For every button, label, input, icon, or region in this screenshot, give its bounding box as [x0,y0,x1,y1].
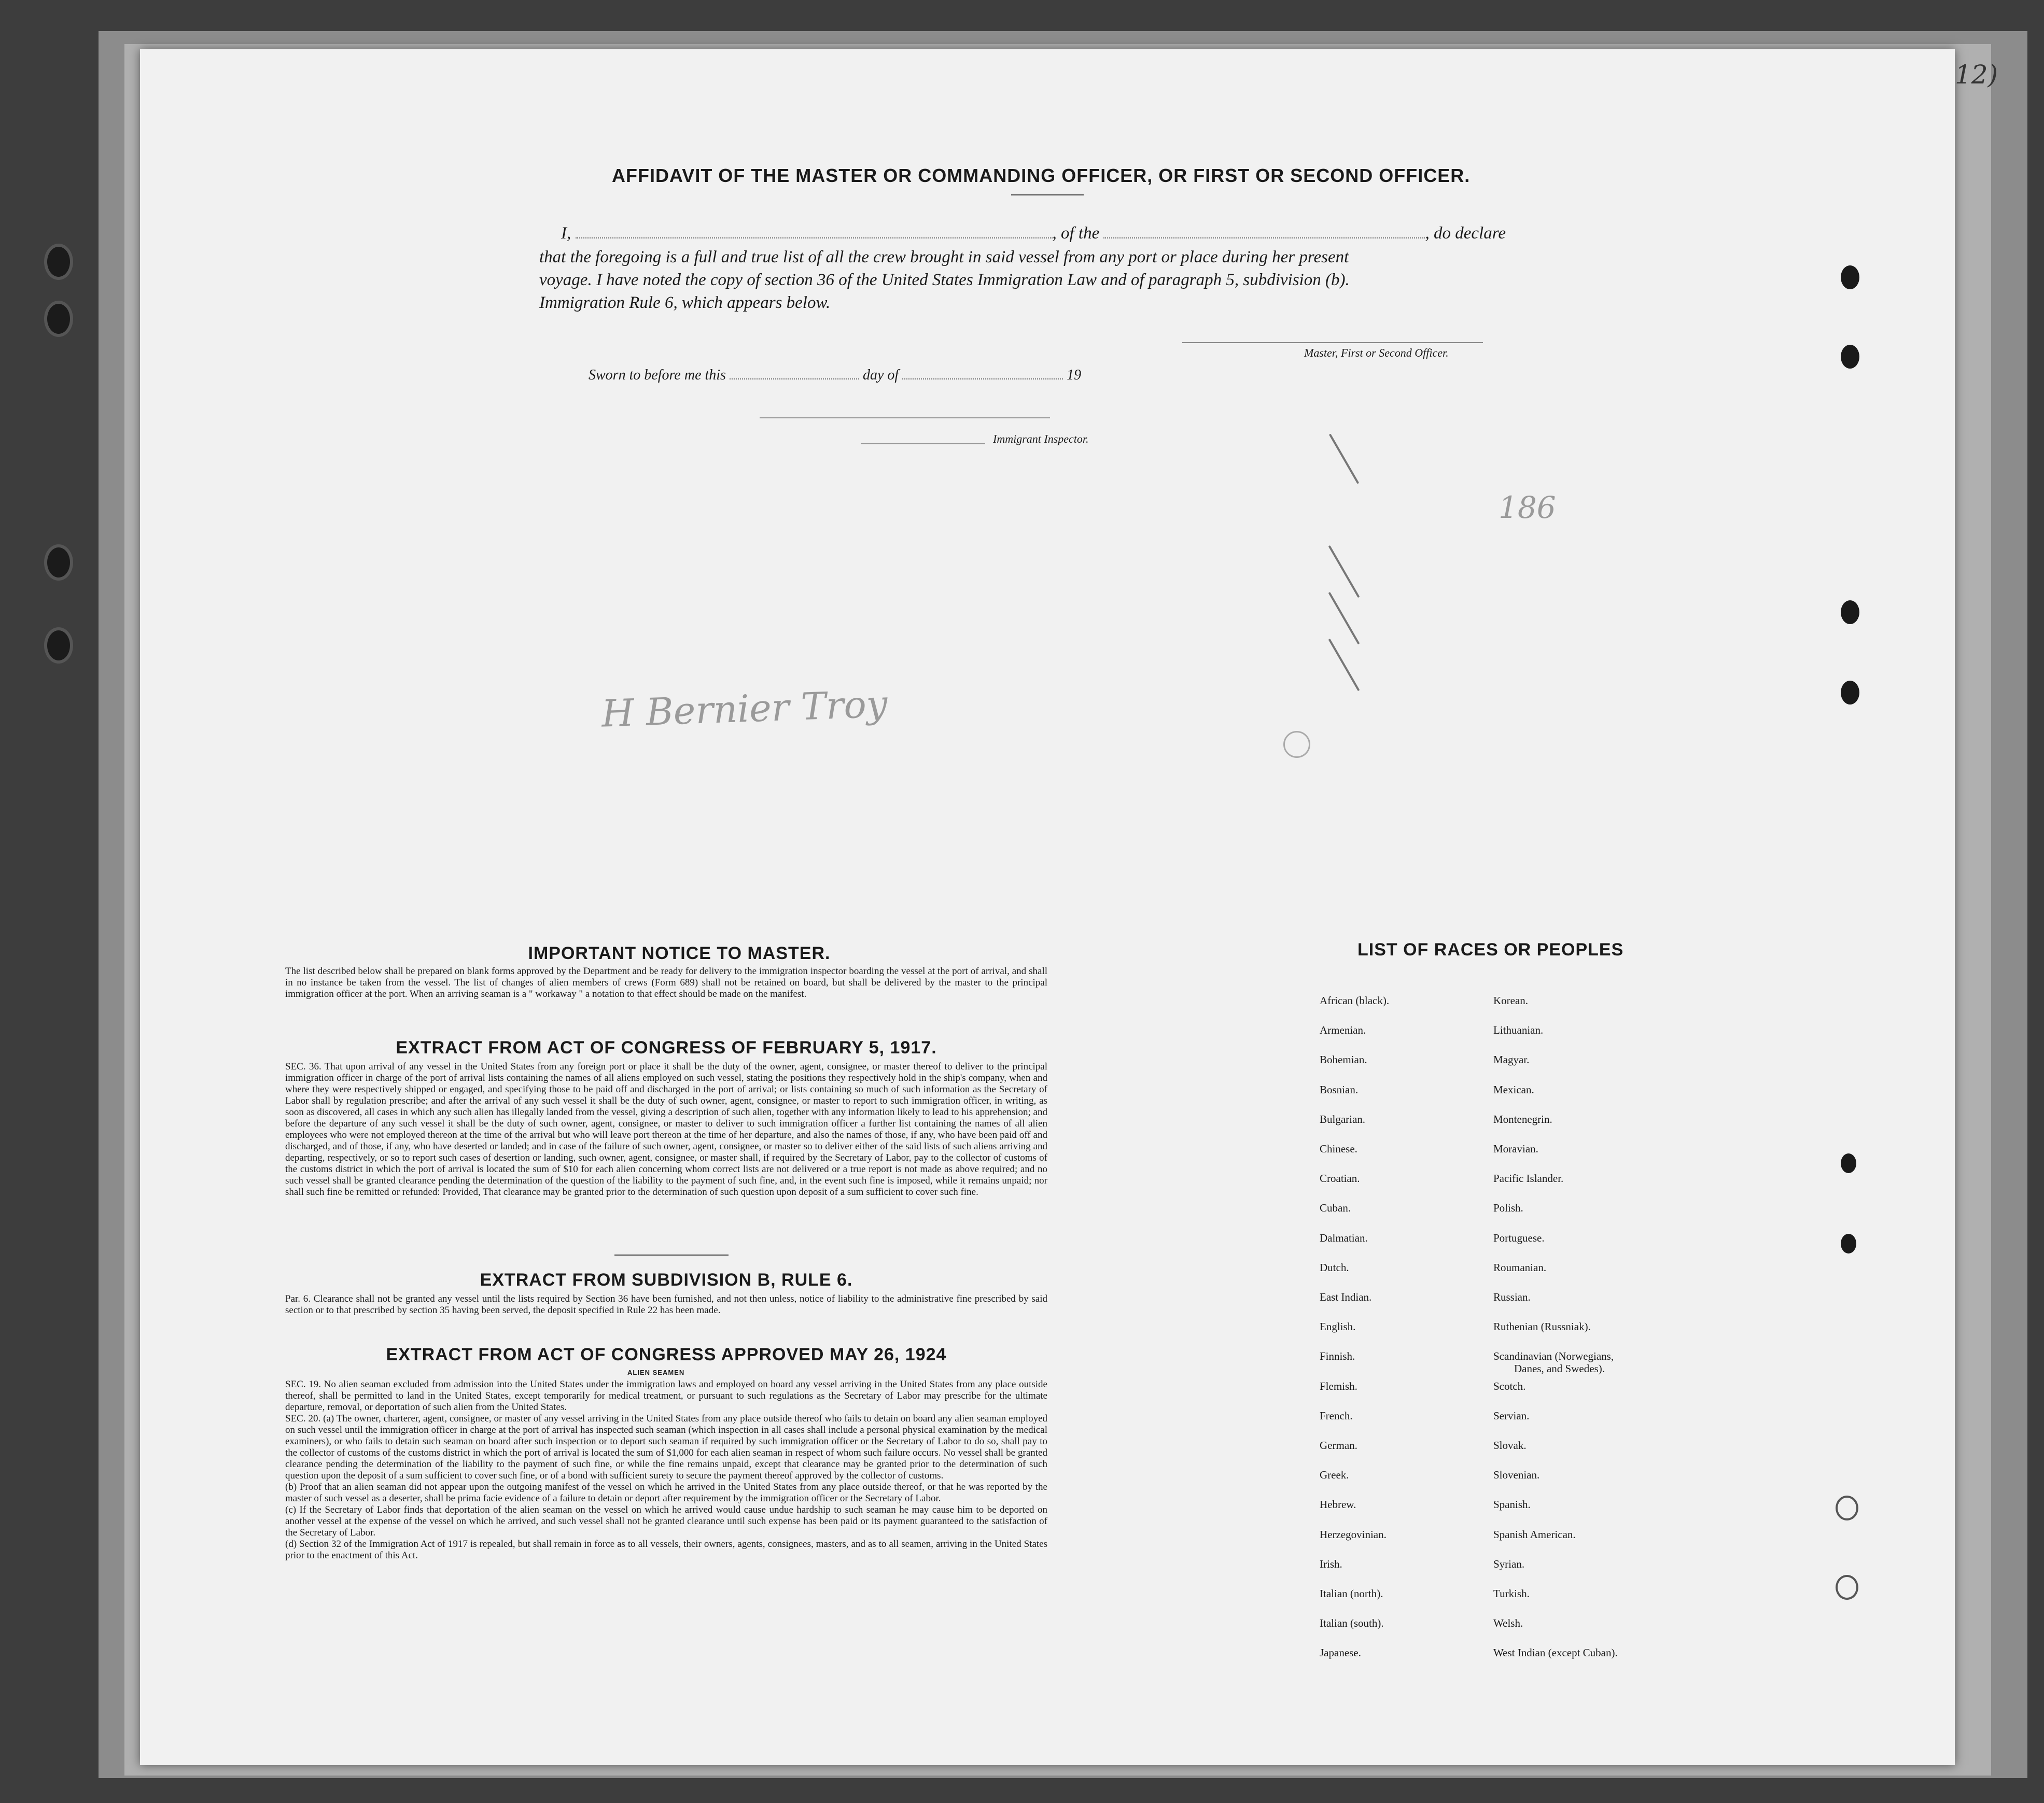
race-item: Bosnian. [1320,1083,1359,1096]
race-item: Chinese. [1320,1143,1357,1155]
race-item: Dutch. [1320,1261,1349,1274]
punch-hole [1841,1153,1856,1173]
race-item: Dalmatian. [1320,1232,1368,1244]
extract-rule6-text: Par. 6. Clearance shall not be granted any vessel until the lists required by Section 36 have been furnished, and not then unless, notice of liability to the administrative fine prescribed by said section or to that prescribed by section 35 having been served, the deposit specified in Rule 22 has been made. [285,1293,1047,1316]
race-item: West Indian (except Cuban). [1493,1646,1618,1659]
punch-hole [1836,1496,1858,1520]
corner-page-number: 12) [1955,60,1998,90]
binder-hole [44,301,73,337]
punch-hole [1841,265,1859,289]
race-item: Finnish. [1320,1350,1355,1362]
affidavit-declare: , do declare [1425,224,1506,243]
affidavit-of-the: , of the [1052,224,1100,243]
extract-1924-title: EXTRACT FROM ACT OF CONGRESS APPROVED MAY 26, 1924 [386,1345,947,1364]
race-item: Italian (south). [1320,1617,1384,1629]
punch-hole [1841,1234,1856,1253]
sec-20a: SEC. 20. (a) The owner, charterer, agent, consignee, or master of any vessel arriving in the United States from any place outside thereof who fails to detain on board any alien seaman employed on such vessel until the immigration officer in charge at the port of arrival has inspected such seaman (which inspection in all cases shall include a personal physical examination by the medical examiners), or who fails to detain such seaman on board after such inspection or to deport such seaman if required by such immigration officer or the Secretary of Labor to do so, shall pay to the collector of customs of the customs district in which the port of arrival is located the sum of $1,000 for each alien seaman in respect of whom such failure occurs. No vessel shall be granted clearance pending the determination of the liability to the payment of such fine, or while the fine remains unpaid, except that clearance may be granted prior to the determination of such question upon the deposit of a sum sufficient to cover such fine, or of a bond with sufficient surety to secure the payment thereof approved by the collector of customs. [285,1413,1047,1481]
master-caption: Master, First or Second Officer. [1304,346,1449,359]
extract-1924-text [285,1379,1047,1561]
affidavit-line-1 [539,224,1506,243]
race-item: Welsh. [1493,1617,1523,1629]
sec-20d: (d) Section 32 of the Immigration Act of 1917 is repealed, but shall remain in force as to all vessels, their owners, agents, consignees, masters, and as to all seamen, arriving in the United States prior to the enactment of this Act. [285,1539,1047,1561]
race-item: Turkish. [1493,1587,1530,1600]
race-item: Italian (north). [1320,1587,1383,1600]
affidavit-title: AFFIDAVIT OF THE MASTER OR COMMANDING OFFICER, OR FIRST OR SECOND OFFICER. [612,165,1471,186]
affidavit-line-2: that the foregoing is a full and true list of all the crew brought in said vessel from any port or place during her present [539,248,1349,266]
binder-hole [44,544,73,581]
sworn-prefix: Sworn to before me this [589,367,726,383]
race-item: Flemish. [1320,1380,1357,1392]
punch-hole [1841,345,1859,369]
affidavit-line-3: voyage. I have noted the copy of section 36 of the United States Immigration Law and of paragraph 5, subdivision (b). [539,271,1350,289]
race-item: Slovak. [1493,1439,1527,1452]
affidavit-line-4: Immigration Rule 6, which appears below. [539,293,831,312]
sworn-day-of: day of [862,367,899,383]
race-item: Bohemian. [1320,1053,1367,1066]
punch-hole [1841,600,1859,624]
binder-hole [44,244,73,280]
race-item: African (black). [1320,994,1390,1007]
race-item: Spanish American. [1493,1528,1576,1541]
race-item: Syrian. [1493,1558,1525,1570]
notice-text: The list described below shall be prepared on blank forms approved by the Department and be ready for delivery to the immigration inspector boarding the vessel at the port of arrival, and shall in no instance be taken from the vessel. The list of changes of alien members of crews (Form 689) shall not be retained on board, but shall be delivered by the master to the principal immigration officer at the port. When an arriving seaman is a " workaway " a notation to that effect should be made on the manifest. [285,966,1047,999]
extract-1917-title: EXTRACT FROM ACT OF CONGRESS OF FEBRUARY 5, 1917. [396,1038,937,1058]
sworn-year: 19 [1067,367,1082,383]
race-item: Magyar. [1493,1053,1530,1066]
race-item: Spanish. [1493,1498,1531,1511]
sec-20b: (b) Proof that an alien seaman did not appear upon the outgoing manifest of the vessel on which he arrived in the United States from any place outside thereof, or that he was reported by the master of such vessel as a deserter, shall be prima facie evidence of a failure to detain or deport after requirement by the immigration officer or the Secretary of Labor. [285,1482,1047,1504]
race-item: Croatian. [1320,1172,1360,1185]
race-item: Mexican. [1493,1083,1534,1096]
signature-line [1182,342,1483,343]
race-item: Herzegovinian. [1320,1528,1387,1541]
race-item: Armenian. [1320,1024,1366,1036]
race-item: Portuguese. [1493,1232,1545,1244]
sec-20c: (c) If the Secretary of Labor finds that deportation of the alien seaman on the vessel on which he arrived would cause undue hardship to such seaman he may cause him to be deported on another vessel at the expense of the vessel on which he arrived, and such vessel shall not be granted clearance until such expense has been paid or its payment guaranteed to the satisfaction of the Secretary of Labor. [285,1504,1047,1538]
divider [1011,194,1084,195]
race-item: Roumanian. [1493,1261,1547,1274]
sec-19: SEC. 19. No alien seaman excluded from admission into the United States under the immigration laws and employed on board any vessel arriving in the United States from any place outside thereof, shall be permitted to land in the United States, except temporarily for medical treatment, or pursuant to such regulations as the Secretary of Labor may prescribe for the ultimate departure, removal, or deportation of such alien from the United States. [285,1379,1047,1413]
race-item: French. [1320,1410,1353,1422]
race-item: Lithuanian. [1493,1024,1544,1036]
race-item: Pacific Islander. [1493,1172,1564,1185]
inspector-line-upper [760,417,1050,418]
race-item: East Indian. [1320,1291,1372,1303]
handwritten-signature: H Bernier Troy [600,682,888,736]
punch-hole [1841,681,1859,705]
race-item: Greek. [1320,1469,1349,1481]
inspector-line [861,443,985,444]
divider [614,1255,729,1256]
race-item: Bulgarian. [1320,1113,1366,1125]
race-item: Slovenian. [1493,1469,1540,1481]
alien-seamen-subtitle: ALIEN SEAMEN [627,1369,685,1376]
notice-title: IMPORTANT NOTICE TO MASTER. [528,943,831,963]
race-item: German. [1320,1439,1357,1452]
race-item: Russian. [1493,1291,1531,1303]
race-item: English. [1320,1320,1356,1333]
race-item: Cuban. [1320,1202,1351,1214]
race-item: Danes, and Swedes). [1514,1362,1605,1375]
race-item: Scotch. [1493,1380,1526,1392]
race-item: Polish. [1493,1202,1523,1214]
extract-rule6-title: EXTRACT FROM SUBDIVISION B, RULE 6. [480,1270,853,1290]
inspector-caption: Immigrant Inspector. [993,432,1089,445]
race-item: Hebrew. [1320,1498,1356,1511]
handwritten-number: 186 [1499,490,1556,525]
binder-hole [44,627,73,664]
sworn-line [589,367,1081,384]
extract-1917-text: SEC. 36. That upon arrival of any vessel in the United States from any foreign port or place it shall be the duty of the owner, agent, consignee, or master thereof to deliver to the principal immigration officer in charge of the port of arrival lists containing the names of all aliens employed on such vessel, stating the positions they respectively hold in the ship's company, when and where they were respectively shipped or engaged, and specifying those to be paid off and discharged in the port of arrival; or lists containing so much of such information as the Secretary of Labor shall by regulation prescribe; and after the arrival of any such vessel it shall be the duty of such owner, agent, consignee, or master to report to such immigration officer, in writing, as soon as discovered, all cases in which any such alien has illegally landed from the vessel, giving a description of such alien, together with any information likely to lead to his apprehension; and before the departure of any such vessel it shall be the duty of such owner, agent, consignee, or master to deliver to such immigration officer a further list containing the names of all alien employees who were not employed thereon at the time of the arrival but who will leave port thereon at the time of her departure, and also the names of those, if any, who have been paid off and discharged, and of those, if any, who have deserted or landed; and in case of the failure of such owner, agent, consignee, or master so to deliver either of the said lists of such aliens arriving and departing, respectively, or so to report such cases of desertion or landing, such owner, agent, consignee, or master shall, if required by the Secretary of Labor, pay to the collector of customs of the customs district in which the port of arrival is located the sum of $10 for each alien concerning whom correct lists are not delivered or a true report is not made as above required; and no such vessel shall be granted clearance pending the determination of the question of the liability to the payment of such fine, and, in the event such fine is imposed, while it remains unpaid; nor shall such fine be remitted or refunded: Provided, That clearance may be granted prior to the determination of such question upon deposit of a sum sufficient to cover such fine. [285,1061,1047,1198]
circle-mark [1283,731,1310,758]
race-item: Ruthenian (Russniak). [1493,1320,1591,1333]
race-item: Japanese. [1320,1646,1361,1659]
race-item: Scandinavian (Norwegians, [1493,1350,1614,1362]
races-title: LIST OF RACES OR PEOPLES [1357,940,1624,960]
race-item: Irish. [1320,1558,1342,1570]
affidavit-i: I, [561,224,571,243]
race-item: Moravian. [1493,1143,1538,1155]
race-item: Korean. [1493,994,1529,1007]
race-item: Servian. [1493,1410,1530,1422]
punch-hole [1836,1575,1858,1600]
race-item: Montenegrin. [1493,1113,1552,1125]
